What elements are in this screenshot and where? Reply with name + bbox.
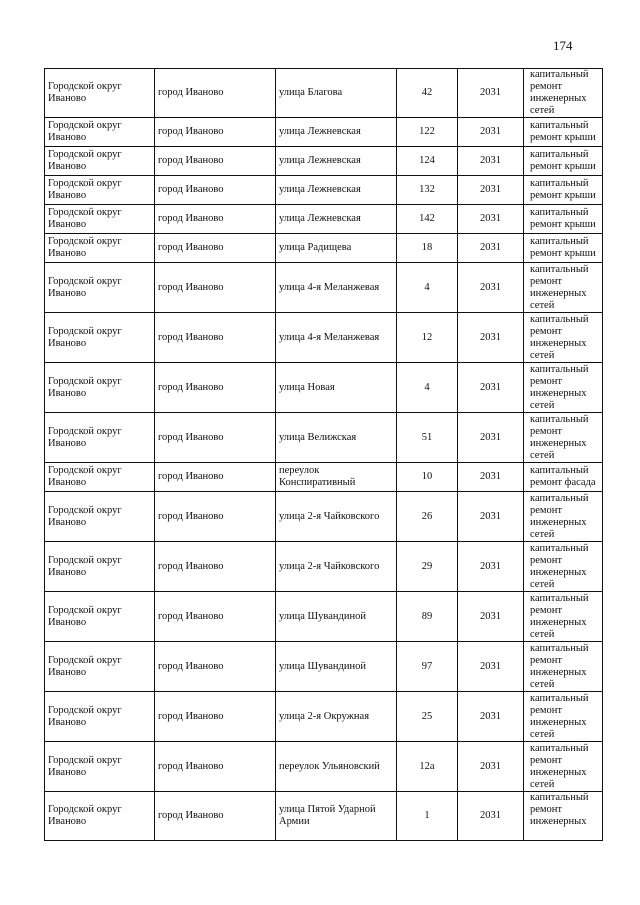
cell-year: 2031 [458,642,524,692]
cell-street: улица 2-я Чайковского [276,492,397,542]
cell-district: Городской округ Иваново [45,592,155,642]
table-row [45,492,603,542]
cell-locality: город Иваново [155,147,276,176]
cell-street: улица Пятой Ударной Армии [276,792,397,841]
table-row [45,234,603,263]
cell-work-type: капитальный ремонт фасада [524,463,603,492]
cell-house-number: 97 [397,642,458,692]
cell-street: улица 4-я Меланжевая [276,313,397,363]
cell-work-type: капитальный ремонт инженерных сетей [524,542,603,592]
cell-district: Городской округ Иваново [45,147,155,176]
cell-locality: город Иваново [155,463,276,492]
table-row [45,363,603,413]
cell-district: Городской округ Иваново [45,118,155,147]
cell-year: 2031 [458,492,524,542]
cell-work-type: капитальный ремонт инженерных сетей [524,642,603,692]
cell-district: Городской округ Иваново [45,492,155,542]
cell-street: улица Лежневская [276,118,397,147]
cell-year: 2031 [458,542,524,592]
cell-work-type: капитальный ремонт инженерных сетей [524,69,603,118]
cell-work-type: капитальный ремонт инженерных сетей [524,692,603,742]
cell-year: 2031 [458,363,524,413]
cell-house-number: 25 [397,692,458,742]
cell-street: переулок Конспиративный [276,463,397,492]
cell-work-type: капитальный ремонт инженерных сетей [524,492,603,542]
cell-house-number: 12а [397,742,458,792]
cell-house-number: 132 [397,176,458,205]
table-row [45,205,603,234]
cell-locality: город Иваново [155,313,276,363]
cell-year: 2031 [458,263,524,313]
cell-year: 2031 [458,176,524,205]
cell-street: улица Благова [276,69,397,118]
cell-year: 2031 [458,463,524,492]
cell-district: Городской округ Иваново [45,742,155,792]
table-row [45,313,603,363]
cell-house-number: 89 [397,592,458,642]
cell-year: 2031 [458,69,524,118]
table-row [45,413,603,463]
cell-work-type: капитальный ремонт инженерных сетей [524,742,603,792]
cell-locality: город Иваново [155,592,276,642]
cell-street: улица Лежневская [276,205,397,234]
table-body [45,69,603,841]
cell-work-type: капитальный ремонт инженерных сетей [524,413,603,463]
cell-house-number: 1 [397,792,458,841]
cell-house-number: 42 [397,69,458,118]
table-row [45,792,603,841]
cell-year: 2031 [458,592,524,642]
cell-house-number: 51 [397,413,458,463]
cell-locality: город Иваново [155,69,276,118]
cell-work-type: капитальный ремонт крыши [524,118,603,147]
table-row [45,542,603,592]
cell-year: 2031 [458,692,524,742]
table-row [45,642,603,692]
table-row [45,69,603,118]
cell-year: 2031 [458,205,524,234]
table-row [45,692,603,742]
cell-house-number: 124 [397,147,458,176]
cell-work-type: капитальный ремонт инженерных сетей [524,363,603,413]
table-row [45,118,603,147]
cell-year: 2031 [458,413,524,463]
cell-district: Городской округ Иваново [45,792,155,841]
cell-locality: город Иваново [155,234,276,263]
cell-house-number: 4 [397,263,458,313]
cell-locality: город Иваново [155,742,276,792]
table-row [45,463,603,492]
cell-locality: город Иваново [155,413,276,463]
cell-district: Городской округ Иваново [45,69,155,118]
cell-locality: город Иваново [155,542,276,592]
cell-year: 2031 [458,792,524,841]
cell-locality: город Иваново [155,205,276,234]
cell-work-type: капитальный ремонт инженерных сетей [524,313,603,363]
cell-house-number: 4 [397,363,458,413]
cell-work-type: капитальный ремонт инженерных сетей [524,263,603,313]
cell-street: улица Новая [276,363,397,413]
cell-district: Городской округ Иваново [45,692,155,742]
table-row [45,592,603,642]
cell-locality: город Иваново [155,363,276,413]
table-row [45,147,603,176]
cell-year: 2031 [458,234,524,263]
cell-street: улица Шувандиной [276,642,397,692]
page-number: 174 [553,38,573,53]
cell-street: улица Лежневская [276,147,397,176]
cell-street: улица Шувандиной [276,592,397,642]
cell-district: Городской округ Иваново [45,542,155,592]
cell-house-number: 10 [397,463,458,492]
cell-district: Городской округ Иваново [45,413,155,463]
cell-street: улица 2-я Окружная [276,692,397,742]
cell-locality: город Иваново [155,263,276,313]
repair-schedule-table [44,68,603,841]
table-row [45,263,603,313]
cell-street: переулок Ульяновский [276,742,397,792]
cell-district: Городской округ Иваново [45,642,155,692]
cell-locality: город Иваново [155,118,276,147]
cell-locality: город Иваново [155,792,276,841]
cell-year: 2031 [458,147,524,176]
cell-house-number: 12 [397,313,458,363]
cell-house-number: 142 [397,205,458,234]
cell-locality: город Иваново [155,176,276,205]
cell-year: 2031 [458,742,524,792]
cell-locality: город Иваново [155,642,276,692]
cell-district: Городской округ Иваново [45,176,155,205]
cell-year: 2031 [458,313,524,363]
cell-street: улица Лежневская [276,176,397,205]
table-row [45,742,603,792]
cell-work-type: капитальный ремонт крыши [524,147,603,176]
cell-work-type: капитальный ремонт инженерных сетей [524,592,603,642]
cell-street: улица Радищева [276,234,397,263]
cell-house-number: 26 [397,492,458,542]
cell-work-type: капитальный ремонт крыши [524,176,603,205]
cell-work-type: капитальный ремонт инженерных [524,792,603,841]
cell-work-type: капитальный ремонт крыши [524,234,603,263]
cell-street: улица 4-я Меланжевая [276,263,397,313]
cell-house-number: 122 [397,118,458,147]
cell-district: Городской округ Иваново [45,234,155,263]
cell-street: улица 2-я Чайковского [276,542,397,592]
cell-street: улица Велижская [276,413,397,463]
cell-district: Городской округ Иваново [45,205,155,234]
cell-district: Городской округ Иваново [45,363,155,413]
table-row [45,176,603,205]
cell-house-number: 29 [397,542,458,592]
cell-locality: город Иваново [155,692,276,742]
cell-district: Городской округ Иваново [45,263,155,313]
cell-house-number: 18 [397,234,458,263]
cell-year: 2031 [458,118,524,147]
cell-work-type: капитальный ремонт крыши [524,205,603,234]
cell-district: Городской округ Иваново [45,463,155,492]
cell-district: Городской округ Иваново [45,313,155,363]
cell-locality: город Иваново [155,492,276,542]
